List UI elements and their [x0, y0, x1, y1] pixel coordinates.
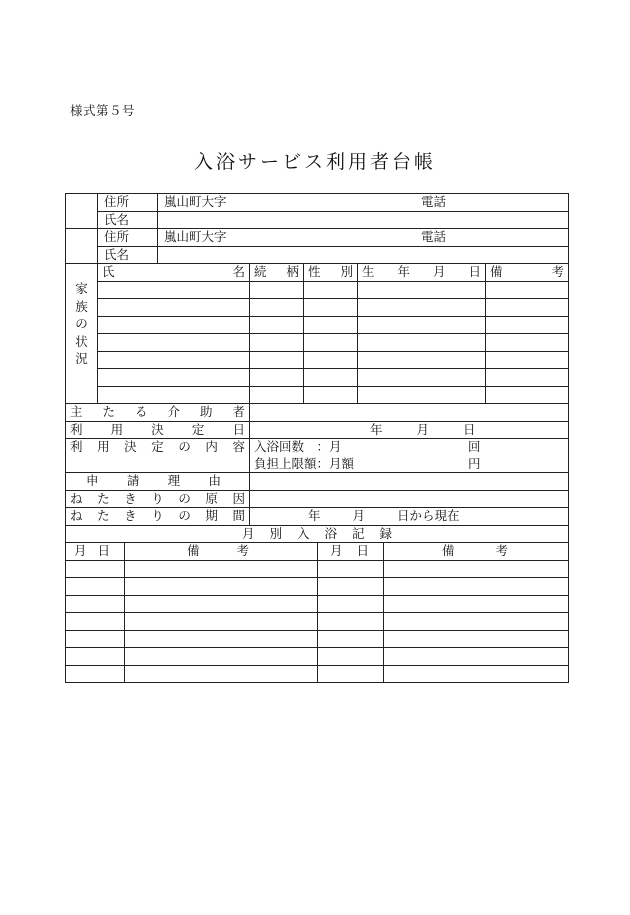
- family-row: [66, 369, 569, 387]
- family-row: [66, 334, 569, 352]
- name-label: 氏名: [98, 246, 158, 264]
- family-header-gender: 性 別: [304, 264, 358, 282]
- records-header-date: 月 日: [66, 543, 125, 561]
- record-row: [66, 595, 569, 613]
- monthly-records-heading: 月 別 入 浴 記 録: [66, 525, 569, 543]
- phone-label: 電話: [421, 229, 447, 244]
- record-row: [66, 630, 569, 648]
- record-row: [66, 560, 569, 578]
- family-row: [66, 386, 569, 404]
- record-row: [66, 665, 569, 683]
- bath-count-field[interactable]: 入浴回数 ：月 回: [250, 439, 569, 456]
- caregiver-field[interactable]: [250, 404, 569, 422]
- name-field[interactable]: [158, 211, 569, 229]
- record-row: [66, 648, 569, 666]
- record-row: [66, 613, 569, 631]
- document-title: 入浴サービス利用者台帳: [193, 151, 436, 173]
- address-value: 嵐山町大字: [164, 194, 227, 209]
- burden-limit-field[interactable]: 負担上限額：月額 円: [250, 456, 569, 473]
- decision-content-label: 利 用 決 定 の 内 容: [66, 439, 250, 473]
- address-field[interactable]: [158, 194, 569, 212]
- address-field[interactable]: [158, 229, 569, 247]
- family-header-relation: 続 柄: [250, 264, 304, 282]
- address-label: 住所: [98, 229, 158, 247]
- family-row: [66, 351, 569, 369]
- records-header-notes: 備 考: [384, 543, 569, 561]
- family-row: [66, 299, 569, 317]
- decision-date-field[interactable]: 年 月 日: [250, 421, 569, 439]
- bedridden-cause-field[interactable]: [250, 490, 569, 508]
- caregiver-label: 主 た る 介 助 者: [66, 404, 250, 422]
- form-number: 様式第５号: [70, 103, 136, 118]
- phone-label: 電話: [421, 194, 447, 209]
- family-header-notes: 備 考: [486, 264, 569, 282]
- family-header-birth: 生 年 月 日: [358, 264, 486, 282]
- bedridden-period-field[interactable]: 年 月 日から現在: [250, 508, 569, 526]
- monthly-records-table: [65, 542, 569, 683]
- family-row: [66, 281, 569, 299]
- application-reason-label: 申 請 理 由: [66, 473, 250, 491]
- records-header-date: 月 日: [318, 543, 384, 561]
- records-header-notes: 備 考: [125, 543, 318, 561]
- registry-table: [65, 193, 569, 543]
- decision-date-label: 利 用 決 定 日: [66, 421, 250, 439]
- family-side-label: 家 族 の 状 況: [66, 264, 98, 404]
- family-row: [66, 316, 569, 334]
- address-label: 住所: [98, 194, 158, 212]
- user-block-1-marker: [66, 194, 98, 229]
- bedridden-period-label: ね た き り の 期 間: [66, 508, 250, 526]
- name-field[interactable]: [158, 246, 569, 264]
- user-block-2-marker: [66, 229, 98, 264]
- application-reason-field[interactable]: [250, 473, 569, 491]
- record-row: [66, 578, 569, 596]
- address-value: 嵐山町大字: [164, 229, 227, 244]
- bedridden-cause-label: ね た き り の 原 因: [66, 490, 250, 508]
- family-header-name: 氏 名: [98, 264, 250, 282]
- name-label: 氏名: [98, 211, 158, 229]
